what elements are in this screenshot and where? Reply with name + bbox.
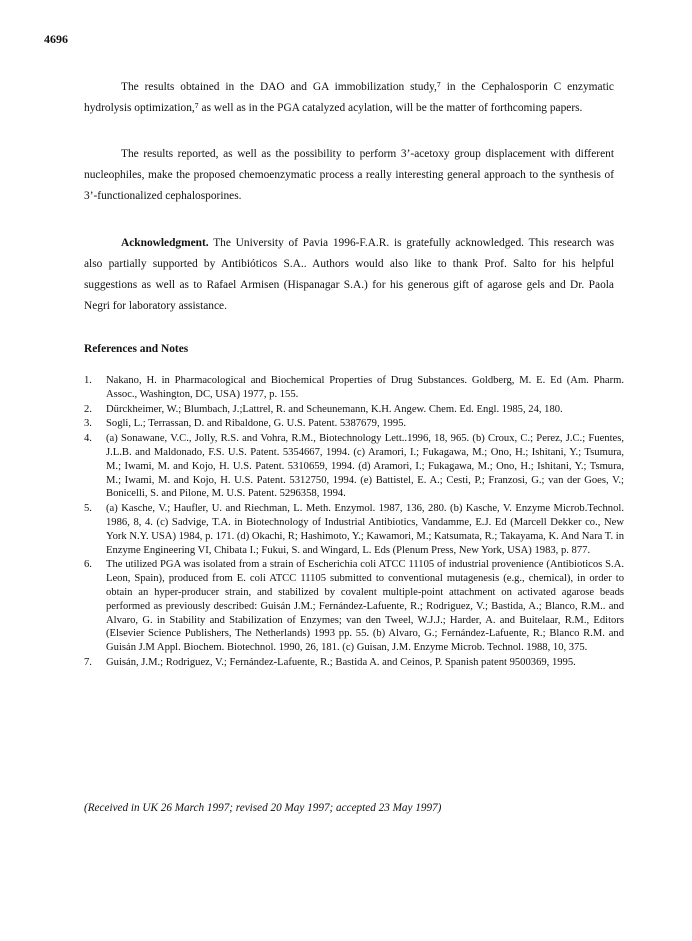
- reference-item: [84, 432, 624, 501]
- reference-item: [84, 502, 624, 557]
- results-paragraph: The results obtained in the DAO and GA immobilization study,⁷ in the Cephalosporin C enzymatic hydrolysis optimization,⁷ as well as in the PGA catalyzed acylation, will be the matter of forthcoming papers.: [84, 81, 614, 114]
- acknowledgment-paragraph: [84, 233, 614, 317]
- reference-text: Nakano, H. in Pharmacological and Biochemical Properties of Drug Substances. Goldberg, M. E. Ed (Am. Pharm. Assoc., Washington, DC, USA) 1977, p. 155.: [106, 375, 624, 400]
- reference-number: 5.: [84, 503, 92, 515]
- reference-item: [84, 374, 624, 402]
- reference-text: (a) Kasche, V.; Haufler, U. and Riechman, L. Meth. Enzymol. 1987, 136, 280. (b) Kasche, V. Enzyme Microb.Technol. 1986, 8, 4. (c) Sadvige, T.A. in Biotechnology of Industrial Antibiotics, Vandamme, E.J. Ed (Marcell Dekker co., New York N.Y. USA) 1984, p. 171. (d) Okachi, R; Hashimoto, Y.; Kawamori, M.; Katsumata, R.; Takayama, K. And Nara T. in Enzyme Engineering VI, Chibata I.; Fukui, S. and Wingard, L. Eds (Plenum Press, New York, USA) 1983, p. 877.: [106, 503, 624, 556]
- reference-text: (a) Sonawane, V.C., Jolly, R.S. and Vohra, R.M., Biotechnology Lett..1996, 18, 965. (b) Croux, C.; Perez, J.C.; Fuentes, J.L.B. and Maldonado, F.S. U.S. Patent. 5354667, 1994. (c) Aramori, I.; Fukagawa, M.; Ono, H.; Ishitani, Y.; Tsumura, M.; Iwami, M. and Kojo, H. U.S. Patent. 5310659, 1994. (d) Aramori, I.; Fukagawa, M.; Ono, H.; Ishitani, Y.; Tsmura, M.; Iwami, M. and Kojo, H. U.S. Patent. 5312750, 1994. (e) Battistel, E. A.; Cesti, P.; Franzosi, G.; van der Goes, V.; Bonicelli, S. and Pilone, M. U.S. Patent. 5296358, 1994.: [106, 433, 624, 500]
- acknowledgment-text: The University of Pavia 1996-F.A.R. is gratefully acknowledged. This research was also partially supported by Antibióticos S.A.. Authors would also like to thank Prof. Salto for his helpful suggestions as well as to Rafael Armisen (Hispanagar S.A.) for his generous gift of agarose gels and Dr. Paola Negri for laboratory assistance.: [84, 237, 614, 312]
- references-list: [84, 374, 624, 671]
- reference-number: 6.: [84, 559, 92, 571]
- reference-item: [84, 558, 624, 655]
- reference-text: The utilized PGA was isolated from a strain of Escherichia coli ATCC 11105 of industrial provenience (Antibioticos S.A. Leon, Spain), produced from E. coli ATCC 11105 submitted to conventional mutagenesis (e.g., chemical), in order to obtain an hyper-producer strain, and stabilized by covalent multiple-point attachment on activated agarose beads performed as previously described: Guisán J.M.; Fernández-Lafuente, R.; Rodriguez, V.; Bastida, A.; Blanco, R.M.. and Alvaro, G. in Stability and Stabilization of Enzymes; van den Tweel, W.J.J.; Harder, A. and Buitelaar, R.M., Editors (Elsevier Science Publishers, The Netherlands) 1993 pp. 55. (b) Alvaro, G.; Fernández-Lafuente, R.; Blanco R.M. and Guisán J.M Appl. Biochem. Biotechnol. 1990, 26, 181. (c) Guisan, J.M. Enzyme Microb. Technol. 1988, 10, 375.: [106, 559, 624, 654]
- reference-text: Dürckheimer, W.; Blumbach, J.;Lattrel, R. and Scheunemann, K.H. Angew. Chem. Ed. Engl. 1985, 24, 180.: [106, 403, 563, 415]
- reference-number: 2.: [84, 403, 92, 415]
- reference-item: [84, 417, 624, 431]
- reference-number: 1.: [84, 375, 92, 386]
- reference-number: 7.: [84, 656, 92, 668]
- reference-text: Sogli, L.; Terrassan, D. and Ribaldone, G. U.S. Patent. 5387679, 1995.: [106, 418, 407, 430]
- reference-item: [84, 403, 624, 417]
- reference-number: 4.: [84, 433, 92, 445]
- reference-number: 3.: [84, 418, 92, 430]
- acknowledgment-heading: Acknowledgment.: [121, 237, 209, 249]
- conclusion-paragraph: The results reported, as well as the possibility to perform 3’-acetoxy group displacement with different nucleophiles, make the proposed chemoenzymatic process a really interesting general approach to the synthesis of 3’-functionalized cephalosporines.: [84, 148, 614, 202]
- page-number: 4696: [44, 32, 68, 46]
- references-title: References and Notes: [84, 343, 189, 355]
- reference-item: [84, 656, 624, 670]
- received-dates: (Received in UK 26 March 1997; revised 20 May 1997; accepted 23 May 1997): [84, 802, 442, 814]
- reference-text: Guisán, J.M.; Rodriguez, V.; Fernández-Lafuente, R.; Bastida A. and Ceinos, P. Spanish patent 9500369, 1995.: [106, 656, 576, 668]
